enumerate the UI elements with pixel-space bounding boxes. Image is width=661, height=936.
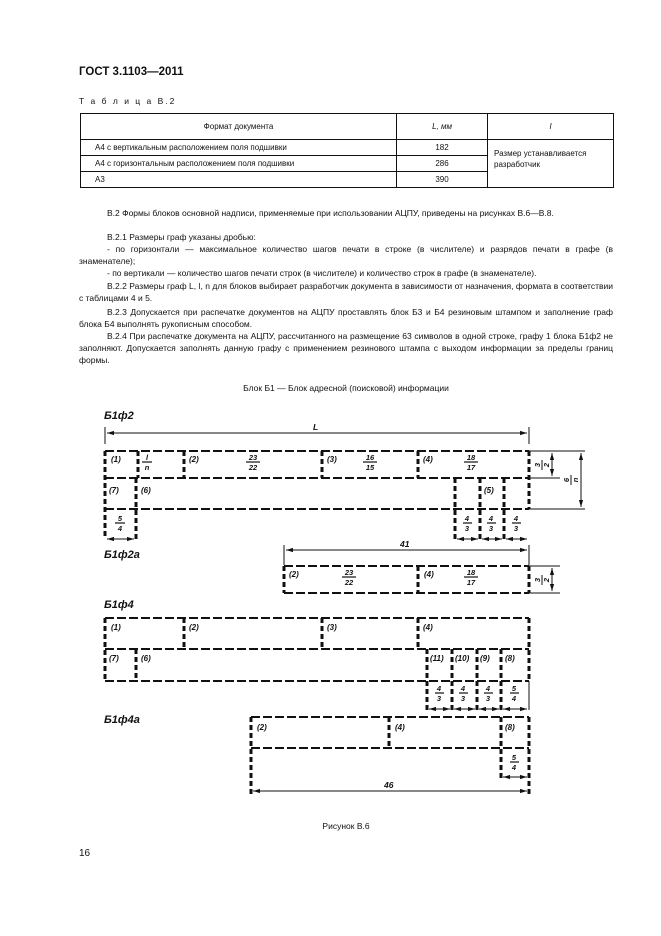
graph-label: (4) [424, 570, 434, 579]
fraction-denominator: 15 [365, 463, 375, 472]
fraction-numerator: 5 [511, 684, 517, 693]
fraction-numerator: 4 [513, 514, 519, 523]
fraction-numerator: 5 [117, 514, 123, 523]
graph-label: (2) [289, 570, 299, 579]
graph-label: (11) [430, 654, 444, 663]
graph-label: (6) [141, 654, 151, 663]
fraction-numerator: 4 [460, 684, 466, 693]
fraction-denominator: n [144, 463, 150, 472]
graph-label: (4) [395, 723, 405, 732]
graph-label: (1) [111, 623, 121, 632]
row-L: 182 [397, 140, 488, 156]
paragraph-b23: В.2.3 Допускается при распечатке документов на АЦПУ проставлять блок Б3 и Б4 резиновым штампом и заполнение граф блока Б4 выполнять рукописным способом. [79, 307, 613, 329]
fraction-numerator: 18 [466, 568, 476, 577]
fraction-denominator: n [571, 477, 580, 483]
paragraph-vertical: - по вертикали — количество шагов печати строк (в числителе) и количество строк в графе (в знаменателе). [107, 268, 537, 278]
graph-label: (2) [189, 623, 199, 632]
graph-label: (8) [505, 654, 515, 663]
paragraph-b22: В.2.2 Размеры граф L, l, n для блоков выбирает разработчик документа в зависимости от назначения, формата в соответствии с таблицами 4 и 5. [79, 281, 613, 303]
fraction-denominator: 4 [511, 763, 517, 772]
header-l: l [488, 114, 614, 140]
fraction-numerator: l [145, 453, 149, 462]
graph-label: (1) [111, 455, 121, 464]
row-L: 286 [397, 156, 488, 172]
row-format: А4 с вертикальным расположением поля подшивки [81, 140, 397, 156]
fraction-denominator: 17 [466, 463, 476, 472]
block-title-b1f2: Б1ф2 [104, 410, 134, 422]
graph-label: (5) [484, 486, 494, 495]
table-caption: Т а б л и ц а В.2 [79, 96, 177, 106]
dimension-L: L [313, 422, 319, 432]
graph-label: (4) [423, 455, 433, 464]
block-title-b1f4: Б1ф4 [104, 599, 134, 611]
graph-label: (4) [423, 623, 433, 632]
fraction-numerator: 3 [533, 577, 542, 583]
graph-label: (3) [327, 455, 337, 464]
graph-label: (10) [455, 654, 470, 663]
fraction-numerator: 23 [248, 453, 258, 462]
fraction-denominator: 17 [466, 578, 476, 587]
fraction-numerator: 18 [466, 453, 476, 462]
figure-caption: Рисунок В.6 [322, 821, 370, 831]
dimension-46: 46 [384, 780, 394, 790]
fraction-denominator: 3 [488, 524, 494, 533]
paragraph-horizontal: - по горизонтали — максимальное количество шагов печати в строке (в числителе) и разрядов печати в графе (в знаменателе); [79, 244, 613, 266]
paragraph-b24: В.2.4 При распечатке документа на АЦПУ, рассчитанного на размещение 63 символов в одной строке, графу 1 блока Б1ф2 не заполняют. Допускается заполнять данную графу с применением резинового штампа с выходом информации за пределы границ формы. [79, 331, 613, 365]
graph-label: (2) [257, 723, 267, 732]
fraction-denominator: 3 [464, 524, 470, 533]
graph-label: (6) [141, 486, 151, 495]
paragraph-b2: В.2 Формы блоков основной надписи, применяемые при использовании АЦПУ, приведены на рисунках В.6—В.8. [107, 208, 554, 218]
fraction-denominator: 4 [117, 524, 123, 533]
dimension-41: 41 [400, 539, 410, 549]
block-title-b1f2a: Б1ф2а [104, 549, 140, 561]
fraction-denominator: 3 [485, 694, 491, 703]
fraction-denominator: 3 [436, 694, 442, 703]
row-format: А4 с горизонтальным расположением поля подшивки [81, 156, 397, 172]
paragraph-b21: В.2.1 Размеры граф указаны дробью: [107, 232, 256, 242]
fraction-numerator: 23 [344, 568, 354, 577]
graph-label: (3) [327, 623, 337, 632]
fraction-denominator: 22 [248, 463, 258, 472]
graph-label: (9) [480, 654, 490, 663]
row-L: 390 [397, 172, 488, 188]
fraction-denominator: 2 [542, 462, 551, 468]
fraction-denominator: 4 [511, 694, 517, 703]
fraction-denominator: 3 [513, 524, 519, 533]
fraction-denominator: 3 [460, 694, 466, 703]
header-format: Формат документа [81, 114, 397, 140]
row-note: Размер устанавливается разработчик [488, 140, 614, 188]
fraction-denominator: 2 [542, 577, 551, 583]
graph-label: (7) [109, 654, 119, 663]
fraction-numerator: 4 [436, 684, 442, 693]
fraction-numerator: 4 [488, 514, 494, 523]
fraction-numerator: 16 [365, 453, 375, 462]
row-format: А3 [81, 172, 397, 188]
block-title-b1f4a: Б1ф4а [104, 714, 140, 726]
graph-label: (2) [189, 455, 199, 464]
graph-label: (7) [109, 486, 119, 495]
fraction-numerator: 5 [511, 753, 517, 762]
fraction-numerator: 4 [464, 514, 470, 523]
header-L: L, мм [397, 114, 488, 140]
fraction-numerator: 4 [485, 684, 491, 693]
graph-label: (8) [505, 723, 515, 732]
fraction-numerator: 6 [562, 477, 571, 483]
fraction-numerator: 3 [533, 462, 542, 468]
page-number: 16 [79, 848, 91, 859]
document-header: ГОСТ 3.1103—2011 [79, 66, 184, 78]
figure-title: Блок Б1 — Блок адресной (поисковой) информации [243, 383, 449, 393]
fraction-denominator: 22 [344, 578, 354, 587]
